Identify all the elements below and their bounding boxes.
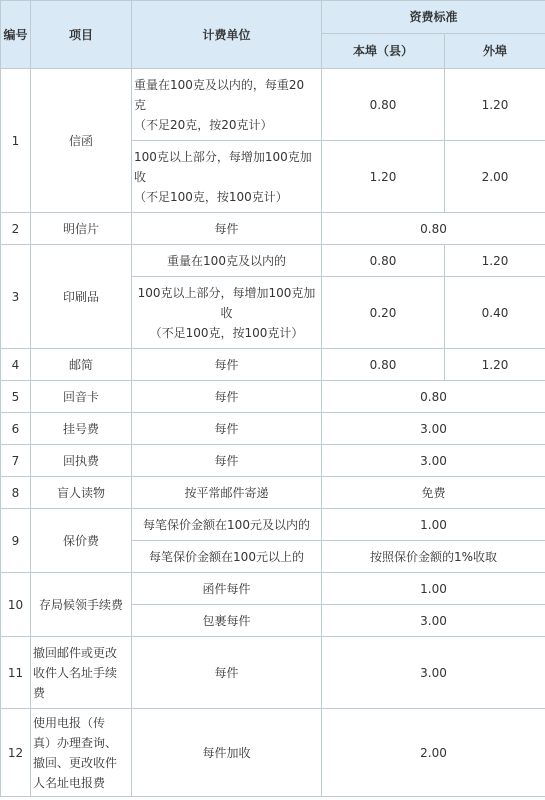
row-unit: 按平常邮件寄递 <box>132 477 322 509</box>
row-fee: 1.00 <box>322 509 545 541</box>
row-unit: 100克以上部分，每增加100克加 收 （不足100克，按100克计） <box>132 141 322 213</box>
row-local: 0.80 <box>322 245 445 277</box>
row-no: 9 <box>1 509 31 573</box>
table-row <box>1 413 545 445</box>
row-unit: 重量在100克及以内的 <box>132 245 322 277</box>
row-no: 7 <box>1 445 31 477</box>
row-no: 3 <box>1 245 31 349</box>
row-unit: 每件 <box>132 381 322 413</box>
row-remote: 1.20 <box>445 245 545 277</box>
row-fee: 0.80 <box>322 213 545 245</box>
header-local: 本埠（县） <box>322 34 445 69</box>
row-item: 使用电报（传 真）办理查询、 撤回、更改收件 人名址电报费 <box>31 709 132 797</box>
row-unit: 100克以上部分，每增加100克加 收 （不足100克，按100克计） <box>132 277 322 349</box>
row-item: 保价费 <box>31 509 132 573</box>
table-row <box>1 69 545 141</box>
row-remote: 1.20 <box>445 349 545 381</box>
table-row <box>1 573 545 605</box>
row-no: 6 <box>1 413 31 445</box>
row-remote: 1.20 <box>445 69 545 141</box>
row-item: 印刷品 <box>31 245 132 349</box>
row-item: 明信片 <box>31 213 132 245</box>
row-item: 回执费 <box>31 445 132 477</box>
row-local: 0.80 <box>322 349 445 381</box>
row-local: 0.80 <box>322 69 445 141</box>
row-unit: 每件 <box>132 213 322 245</box>
row-fee: 2.00 <box>322 709 545 797</box>
row-no: 5 <box>1 381 31 413</box>
row-unit: 每件加收 <box>132 709 322 797</box>
table-row <box>1 509 545 541</box>
row-remote: 0.40 <box>445 277 545 349</box>
header-no: 编号 <box>1 1 31 69</box>
table-row <box>1 349 545 381</box>
row-unit: 重量在100克及以内的，每重20 克 （不足20克，按20克计） <box>132 69 322 141</box>
row-no: 1 <box>1 69 31 213</box>
row-local: 1.20 <box>322 141 445 213</box>
row-item: 回音卡 <box>31 381 132 413</box>
table-row <box>1 637 545 709</box>
row-fee: 3.00 <box>322 445 545 477</box>
row-no: 12 <box>1 709 31 797</box>
row-item: 存局候领手续费 <box>31 573 132 637</box>
row-no: 2 <box>1 213 31 245</box>
row-item: 撤回邮件或更改 收件人名址手续 费 <box>31 637 132 709</box>
row-unit: 每件 <box>132 637 322 709</box>
header-item: 项目 <box>31 1 132 69</box>
row-item: 邮简 <box>31 349 132 381</box>
row-fee: 1.00 <box>322 573 545 605</box>
row-no: 8 <box>1 477 31 509</box>
table-row <box>1 709 545 797</box>
row-unit: 每笔保价金额在100元以上的 <box>132 541 322 573</box>
row-no: 10 <box>1 573 31 637</box>
row-fee: 免费 <box>322 477 545 509</box>
row-item: 盲人读物 <box>31 477 132 509</box>
row-local: 0.20 <box>322 277 445 349</box>
table-row <box>1 477 545 509</box>
table-row <box>1 381 545 413</box>
row-unit: 函件每件 <box>132 573 322 605</box>
header-unit: 计费单位 <box>132 1 322 69</box>
row-unit: 包裹每件 <box>132 605 322 637</box>
row-item: 挂号费 <box>31 413 132 445</box>
row-unit: 每件 <box>132 413 322 445</box>
row-fee: 3.00 <box>322 605 545 637</box>
row-unit: 每件 <box>132 349 322 381</box>
header-standard: 资费标准 <box>322 1 545 34</box>
row-remote: 2.00 <box>445 141 545 213</box>
row-item: 信函 <box>31 69 132 213</box>
row-fee: 3.00 <box>322 413 545 445</box>
row-fee: 0.80 <box>322 381 545 413</box>
table-row <box>1 213 545 245</box>
table-row <box>1 445 545 477</box>
row-unit: 每笔保价金额在100元及以内的 <box>132 509 322 541</box>
row-no: 4 <box>1 349 31 381</box>
header-remote: 外埠 <box>445 34 545 69</box>
table-row <box>1 245 545 277</box>
row-fee: 按照保价金额的1%收取 <box>322 541 545 573</box>
row-fee: 3.00 <box>322 637 545 709</box>
row-no: 11 <box>1 637 31 709</box>
row-unit: 每件 <box>132 445 322 477</box>
